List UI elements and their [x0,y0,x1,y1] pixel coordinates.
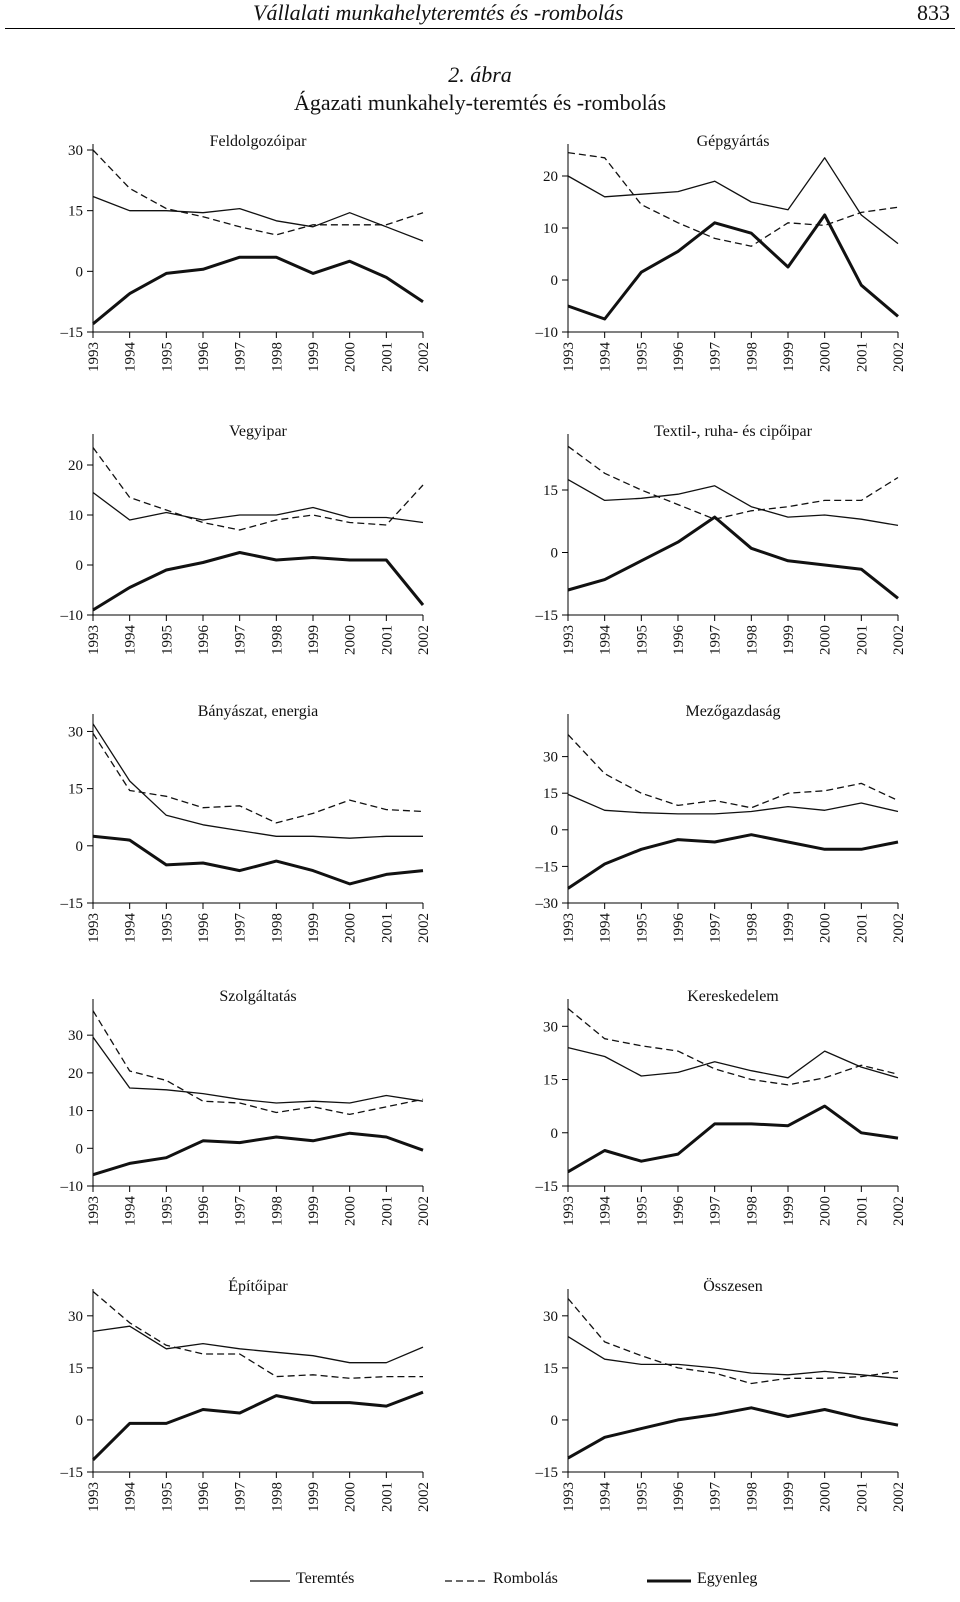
y-tick-label: 30 [543,1019,558,1036]
x-tick-label: 2002 [416,625,432,655]
x-tick-label: 2002 [416,342,432,372]
x-tick-label: 2001 [379,913,396,943]
page-number: 833 [917,0,950,25]
y-tick-label: 15 [68,203,83,220]
y-tick-label: 15 [543,786,558,803]
x-tick-label: 1993 [86,342,102,372]
running-title: Vállalati munkahelyteremtés és -rombolás [253,0,624,25]
x-tick-label: 1993 [561,342,577,372]
x-tick-label: 1993 [561,625,577,655]
series-line-teremtes [93,1326,423,1363]
x-tick-label: 1995 [634,1196,651,1226]
x-tick-label: 2002 [416,1196,432,1226]
y-tick-label: –15 [60,1465,83,1481]
panel-7 [60,988,433,1226]
x-tick-label: 1997 [232,625,249,655]
x-tick-label: 1998 [744,913,761,943]
series-line-egyenleg [93,1133,423,1175]
y-tick-label: –15 [535,608,558,624]
x-tick-label: 1995 [634,1482,651,1512]
legend-label-rombolas: Rombolás [493,1570,558,1587]
y-tick-label: –15 [535,1465,558,1481]
x-tick-label: 1993 [561,1482,577,1512]
y-tick-label: 20 [68,458,83,474]
x-tick-label: 1995 [159,913,176,943]
x-tick-label: 1994 [122,1482,139,1512]
series-line-teremtes [568,1337,898,1379]
x-tick-label: 1993 [561,1196,577,1226]
y-tick-label: 10 [68,1103,83,1120]
series-line-egyenleg [568,1408,898,1458]
x-tick-label: 1999 [306,1196,322,1226]
panel-1 [60,133,433,372]
legend-thick-line-icon [647,1578,691,1584]
y-tick-label: 0 [550,822,558,839]
x-tick-label: 1994 [597,342,614,372]
x-tick-label: 1996 [196,1482,212,1512]
x-tick-label: 2000 [342,625,359,655]
y-tick-label: 0 [75,838,83,855]
x-tick-label: 2002 [891,913,907,943]
panel-title: Gépgyártás [696,133,770,150]
x-tick-label: 2001 [379,342,396,372]
y-tick-label: –15 [60,896,83,912]
x-tick-label: 2002 [891,342,907,372]
series-line-egyenleg [568,517,898,598]
x-tick-label: 1997 [707,342,724,372]
x-tick-label: 2001 [854,342,871,372]
x-tick-label: 1995 [159,1482,176,1512]
x-tick-label: 1995 [159,625,176,655]
series-line-rombolas [568,153,898,247]
y-tick-label: –10 [535,325,558,341]
y-tick-label: –10 [60,1179,83,1195]
x-tick-label: 1998 [269,1482,286,1512]
x-tick-label: 2001 [379,1196,396,1226]
panel-title: Építőipar [228,1278,288,1295]
series-line-egyenleg [93,257,423,324]
x-tick-label: 2000 [342,1482,359,1512]
series-line-teremtes [568,480,898,526]
series-line-rombolas [568,735,898,808]
series-line-egyenleg [93,553,423,611]
x-tick-label: 1997 [707,1482,724,1512]
y-tick-label: 0 [75,1141,83,1158]
panel-9 [60,1276,433,1512]
series-line-rombolas [93,1292,423,1379]
panel-3 [60,423,433,655]
x-tick-label: 1996 [196,913,212,943]
series-line-teremtes [93,724,423,838]
y-tick-label: 20 [543,169,558,185]
panel-title: Bányászat, energia [197,703,319,720]
x-tick-label: 1993 [86,1482,102,1512]
panel-title: Textil-, ruha- és cipőipar [654,423,812,440]
panel-8 [535,988,908,1226]
x-tick-label: 1998 [744,625,761,655]
x-tick-label: 1997 [232,1196,249,1226]
y-tick-label: –10 [60,608,83,624]
x-tick-label: 1995 [634,342,651,372]
x-tick-label: 1998 [269,625,286,655]
x-tick-label: 2001 [854,913,871,943]
y-tick-label: –15 [535,1179,558,1195]
panel-title: Mezőgazdaság [685,703,781,720]
x-tick-label: 1999 [781,342,797,372]
figure-number: 2. ábra [448,62,512,87]
x-tick-label: 2002 [416,913,432,943]
y-tick-label: 30 [68,143,83,159]
legend-label-teremtes: Teremtés [296,1570,355,1587]
x-tick-label: 1998 [744,1196,761,1226]
panel-2 [535,133,908,372]
y-tick-label: 0 [550,545,558,562]
x-tick-label: 1998 [744,1482,761,1512]
y-tick-label: 30 [543,1308,558,1325]
x-tick-label: 1993 [86,1196,102,1226]
x-tick-label: 1995 [634,625,651,655]
x-tick-label: 1999 [781,625,797,655]
y-tick-label: 30 [68,1308,83,1325]
x-tick-label: 2002 [891,1196,907,1226]
figure-title: Ágazati munkahely-teremtés és -rombolás [293,90,667,115]
x-tick-label: 1994 [122,1196,139,1226]
panel-5 [60,703,433,943]
y-tick-label: 30 [68,724,83,741]
x-tick-label: 2001 [854,1482,871,1512]
x-tick-label: 1999 [781,1482,797,1512]
panel-10 [535,1277,908,1512]
series-line-egyenleg [93,1392,423,1460]
series-line-rombolas [568,1009,898,1085]
x-tick-label: 1994 [122,913,139,943]
legend [0,1570,960,1596]
x-tick-label: 2000 [342,342,359,372]
x-tick-label: 1999 [306,342,322,372]
y-tick-label: –15 [535,859,558,876]
x-tick-label: 1996 [671,1482,687,1512]
series-line-teremtes [568,158,898,244]
x-tick-label: 1993 [86,913,102,943]
x-tick-label: 2000 [817,625,834,655]
x-tick-label: 2001 [854,625,871,655]
y-tick-label: 30 [68,1028,83,1045]
x-tick-label: 1996 [671,342,687,372]
series-line-rombolas [568,446,898,519]
x-tick-label: 1993 [561,913,577,943]
y-tick-label: 0 [550,1412,558,1429]
x-tick-label: 1993 [86,625,102,655]
panel-4 [535,423,908,655]
series-line-egyenleg [568,835,898,889]
x-tick-label: 1999 [306,625,322,655]
panel-title: Feldolgozóipar [209,133,307,150]
series-line-egyenleg [93,836,423,884]
x-tick-label: 1995 [159,342,176,372]
x-tick-label: 1998 [269,342,286,372]
series-line-teremtes [93,493,423,523]
x-tick-label: 2000 [342,913,359,943]
x-tick-label: 2000 [817,1482,834,1512]
x-tick-label: 2002 [891,625,907,655]
x-tick-label: 2000 [817,1196,834,1226]
x-tick-label: 2001 [379,1482,396,1512]
legend-label-egyenleg: Egyenleg [697,1570,758,1587]
panel-6 [535,703,908,943]
x-tick-label: 1999 [781,913,797,943]
series-line-teremtes [93,1037,423,1103]
legend-dashed-line-icon [445,1578,489,1584]
x-tick-label: 2001 [379,625,396,655]
x-tick-label: 1994 [597,625,614,655]
series-line-egyenleg [568,215,898,319]
x-tick-label: 1994 [597,913,614,943]
x-tick-label: 1997 [707,625,724,655]
x-tick-label: 1997 [232,1482,249,1512]
panel-title: Kereskedelem [687,988,779,1005]
y-tick-label: 15 [68,1360,83,1377]
x-tick-label: 1996 [671,625,687,655]
x-tick-label: 2001 [854,1196,871,1226]
x-tick-label: 2000 [817,913,834,943]
x-tick-label: 1996 [196,625,212,655]
x-tick-label: 1998 [744,342,761,372]
x-tick-label: 1998 [269,1196,286,1226]
x-tick-label: 1996 [671,1196,687,1226]
panel-title: Összesen [703,1278,763,1295]
y-tick-label: –30 [535,896,558,912]
y-tick-label: 0 [550,273,558,289]
y-tick-label: 20 [68,1065,83,1082]
x-tick-label: 2002 [416,1482,432,1512]
series-line-rombolas [93,1011,423,1115]
x-tick-label: 1996 [196,342,212,372]
series-line-rombolas [93,733,423,823]
series-line-teremtes [568,1048,898,1078]
panel-title: Szolgáltatás [219,988,297,1005]
y-tick-label: 10 [68,508,83,524]
x-tick-label: 1999 [781,1196,797,1226]
x-tick-label: 1995 [634,913,651,943]
x-tick-label: 1997 [232,342,249,372]
x-tick-label: 1996 [196,1196,212,1226]
x-tick-label: 1994 [597,1482,614,1512]
y-tick-label: 0 [75,264,83,281]
x-tick-label: 2000 [817,342,834,372]
x-tick-label: 1994 [597,1196,614,1226]
x-tick-label: 2002 [891,1482,907,1512]
y-tick-label: 15 [68,781,83,798]
series-line-egyenleg [568,1106,898,1172]
y-tick-label: –15 [60,325,83,341]
x-tick-label: 1998 [269,913,286,943]
x-tick-label: 1997 [707,913,724,943]
series-line-teremtes [93,197,423,242]
y-tick-label: 30 [543,749,558,766]
panel-title: Vegyipar [229,423,287,440]
x-tick-label: 2000 [342,1196,359,1226]
y-tick-label: 15 [543,1072,558,1089]
y-tick-label: 0 [75,1412,83,1429]
legend-solid-line-icon [250,1578,290,1584]
x-tick-label: 1999 [306,1482,322,1512]
y-tick-label: 0 [75,558,83,574]
y-tick-label: 0 [550,1125,558,1142]
x-tick-label: 1996 [671,913,687,943]
y-tick-label: 10 [543,221,558,237]
y-tick-label: 15 [543,483,558,499]
x-tick-label: 1994 [122,342,139,372]
x-tick-label: 1999 [306,913,322,943]
x-tick-label: 1994 [122,625,139,655]
x-tick-label: 1997 [232,913,249,943]
x-tick-label: 1997 [707,1196,724,1226]
x-tick-label: 1995 [159,1196,176,1226]
y-tick-label: 15 [543,1360,558,1377]
